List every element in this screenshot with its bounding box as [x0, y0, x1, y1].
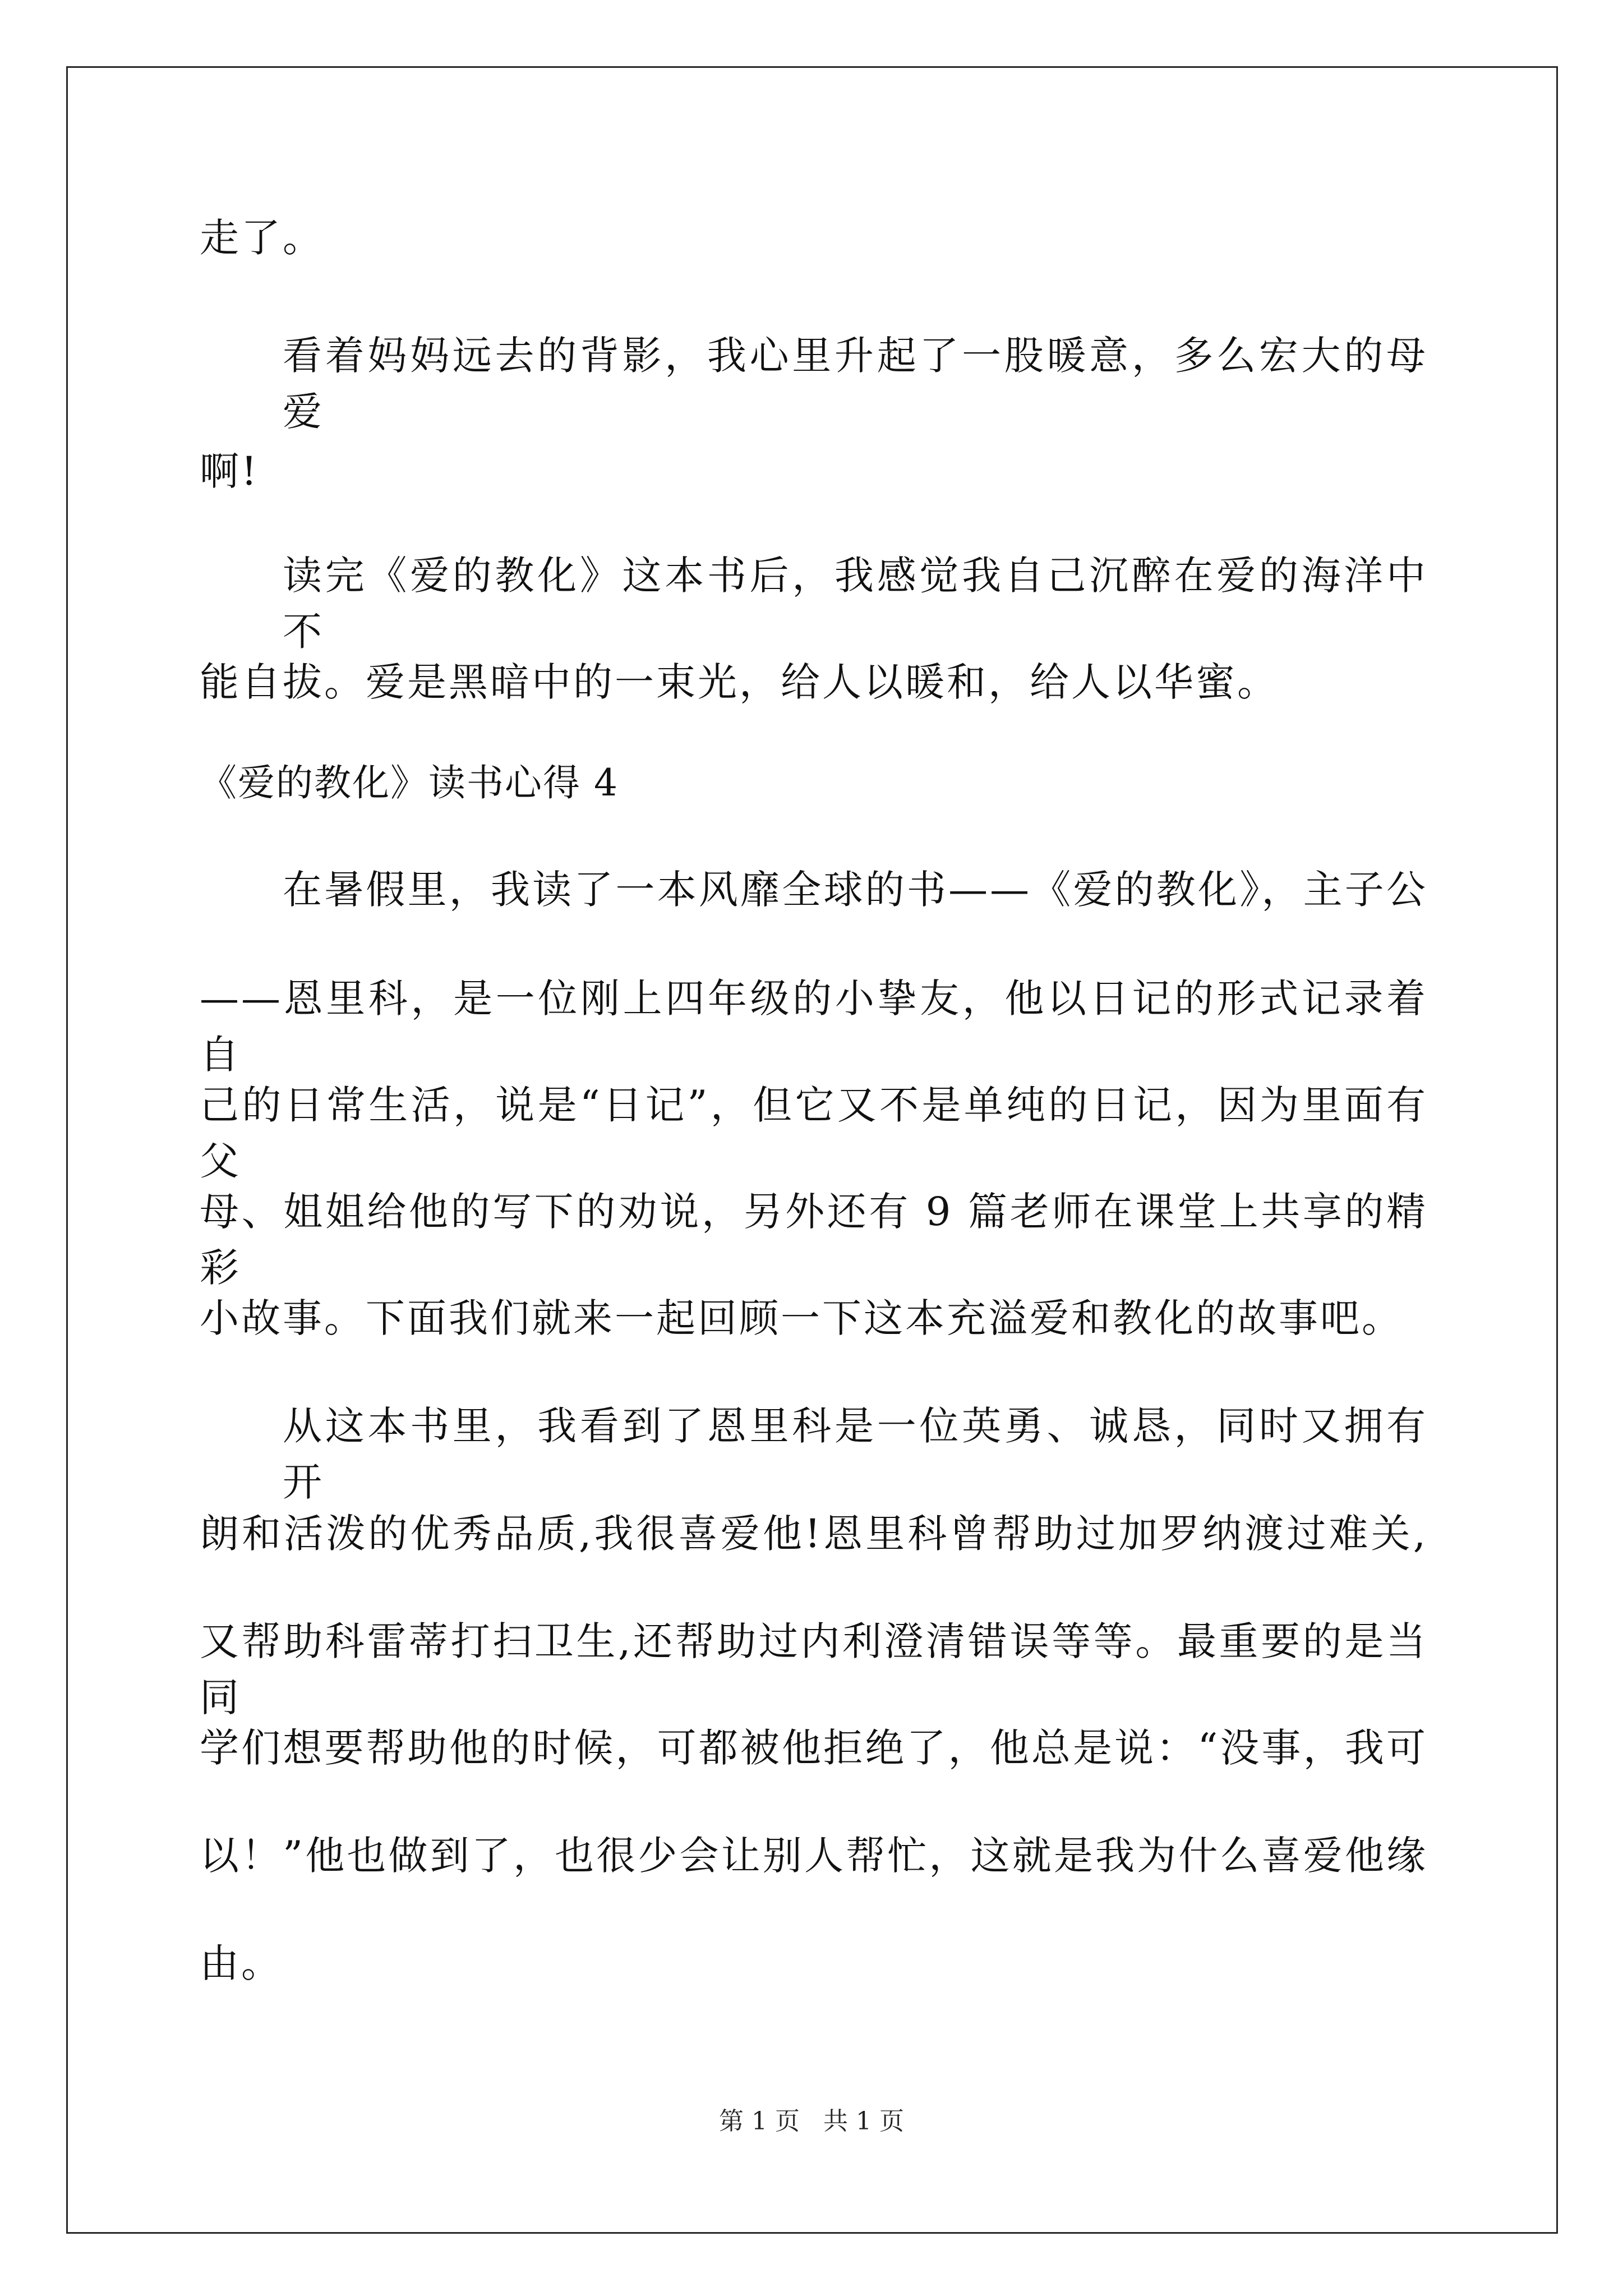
text-line: 从这本书里，我看到了恩里科是一位英勇、诚恳，同时又拥有开 — [283, 1403, 1428, 1505]
text-line: ——恩里科，是一位刚上四年级的小挚友，他以日记的形式记录着自 — [200, 976, 1428, 1078]
section-heading: 《爱的教化》读书心得 4 — [200, 761, 619, 804]
text-line: 以！”他也做到了，也很少会让别人帮忙，这就是我为什么喜爱他缘 — [200, 1833, 1428, 1879]
page-number-footer: 第 1 页 共 1 页 — [719, 2107, 904, 2136]
text-line: 己的日常生活，说是“日记”，但它又不是单纯的日记，因为里面有父 — [200, 1082, 1428, 1184]
text-line: 小故事。下面我们就来一起回顾一下这本充溢爱和教化的故事吧。 — [200, 1295, 1403, 1341]
text-line: 在暑假里，我读了一本风靡全球的书——《爱的教化》，主子公 — [283, 867, 1428, 913]
text-line: 啊! — [200, 448, 260, 494]
text-line: 朗和活泼的优秀品质,我很喜爱他!恩里科曾帮助过加罗纳渡过难关, — [200, 1511, 1428, 1557]
text-line: 能自拔。爱是黑暗中的一束光，给人以暖和，给人以华蜜。 — [200, 659, 1279, 705]
text-line: 走了。 — [200, 215, 324, 261]
text-line: 看着妈妈远去的背影，我心里升起了一股暖意，多么宏大的母爱 — [283, 333, 1428, 435]
text-line: 母、姐姐给他的写下的劝说，另外还有 9 篇老师在课堂上共享的精彩 — [200, 1189, 1428, 1291]
text-line: 又帮助科雷蒂打扫卫生,还帮助过内利澄清错误等等。最重要的是当同 — [200, 1618, 1428, 1720]
text-line: 读完《爱的教化》这本书后，我感觉我自己沉醉在爱的海洋中不 — [283, 553, 1428, 655]
text-line: 学们想要帮助他的时候，可都被他拒绝了，他总是说：“没事，我可 — [200, 1725, 1428, 1771]
text-line: 由。 — [200, 1940, 283, 1986]
